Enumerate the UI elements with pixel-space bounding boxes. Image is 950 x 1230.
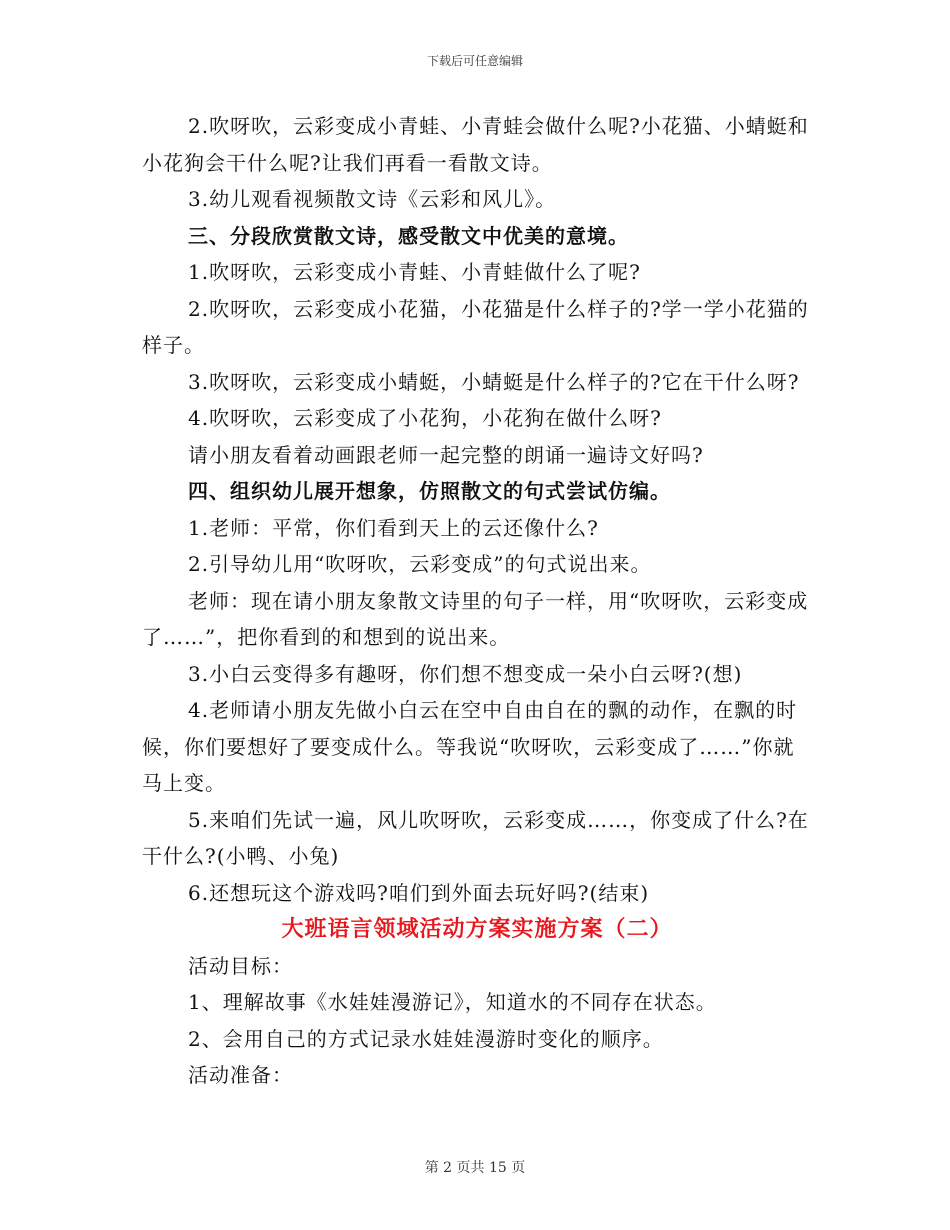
paragraph: 老师：现在请小朋友象散文诗里的句子一样，用“吹呀吹，云彩变成了……”，把你看到的和想到的说出来。 [142, 588, 809, 649]
paragraph: 4.吹呀吹，云彩变成了小花狗，小花狗在做什么呀? [188, 406, 662, 430]
paragraph: 3.吹呀吹，云彩变成小蜻蜓，小蜻蜓是什么样子的?它在干什么呀? [188, 369, 800, 394]
paragraph: 活动目标： [188, 953, 293, 978]
paragraph: 5.来咱们先试一遍，风儿吹呀吹，云彩变成……，你变成了什么?在干什么?(小鸭、小兔) [142, 807, 809, 868]
section-heading: 三、分段欣赏散文诗，感受散文中优美的意境。 [188, 223, 629, 248]
paragraph: 2.吹呀吹，云彩变成小花猫，小花猫是什么样子的?学一学小花猫的样子。 [142, 296, 809, 357]
section-heading: 四、组织幼儿展开想象，仿照散文的句式尝试仿编。 [188, 479, 671, 503]
paragraph: 3.小白云变得多有趣呀，你们想不想变成一朵小白云呀?(想) [188, 661, 743, 686]
paragraph: 2、会用自己的方式记录水娃娃漫游时变化的顺序。 [188, 1026, 664, 1051]
paragraph: 2.引导幼儿用“吹呀吹，云彩变成”的句式说出来。 [188, 552, 652, 576]
page-header: 下载后可任意编辑 [426, 54, 523, 68]
paragraph: 1.老师：平常，你们看到天上的云还像什么? [188, 515, 599, 540]
paragraph: 请小朋友看着动画跟老师一起完整的朗诵一遍诗文好吗? [188, 442, 704, 467]
paragraph: 3.幼儿观看视频散文诗《云彩和风儿》。 [188, 187, 557, 211]
paragraph: 活动准备： [188, 1063, 293, 1087]
paragraph: 6.还想玩这个游戏吗?咱们到外面去玩好吗?(结束) [188, 880, 650, 905]
page-footer: 第 2 页共 15 页 [424, 1160, 526, 1176]
document-title: 大班语言领域活动方案实施方案（二） [281, 916, 673, 942]
paragraph: 4.老师请小朋友先做小白云在空中自由自在的飘的动作，在飘的时候，你们要想好了要变成什么。等我说“吹呀吹，云彩变成了……”你就马上变。 [142, 698, 798, 795]
paragraph: 1.吹呀吹，云彩变成小青蛙、小青蛙做什么了呢? [188, 260, 641, 284]
document-body [142, 108, 812, 1094]
paragraph: 2.吹呀吹，云彩变成小青蛙、小青蛙会做什么呢?小花猫、小蜻蜓和小花狗会干什么呢?让我们再看一看散文诗。 [142, 114, 809, 175]
paragraph: 1、理解故事《水娃娃漫游记》，知道水的不同存在状态。 [188, 990, 717, 1014]
